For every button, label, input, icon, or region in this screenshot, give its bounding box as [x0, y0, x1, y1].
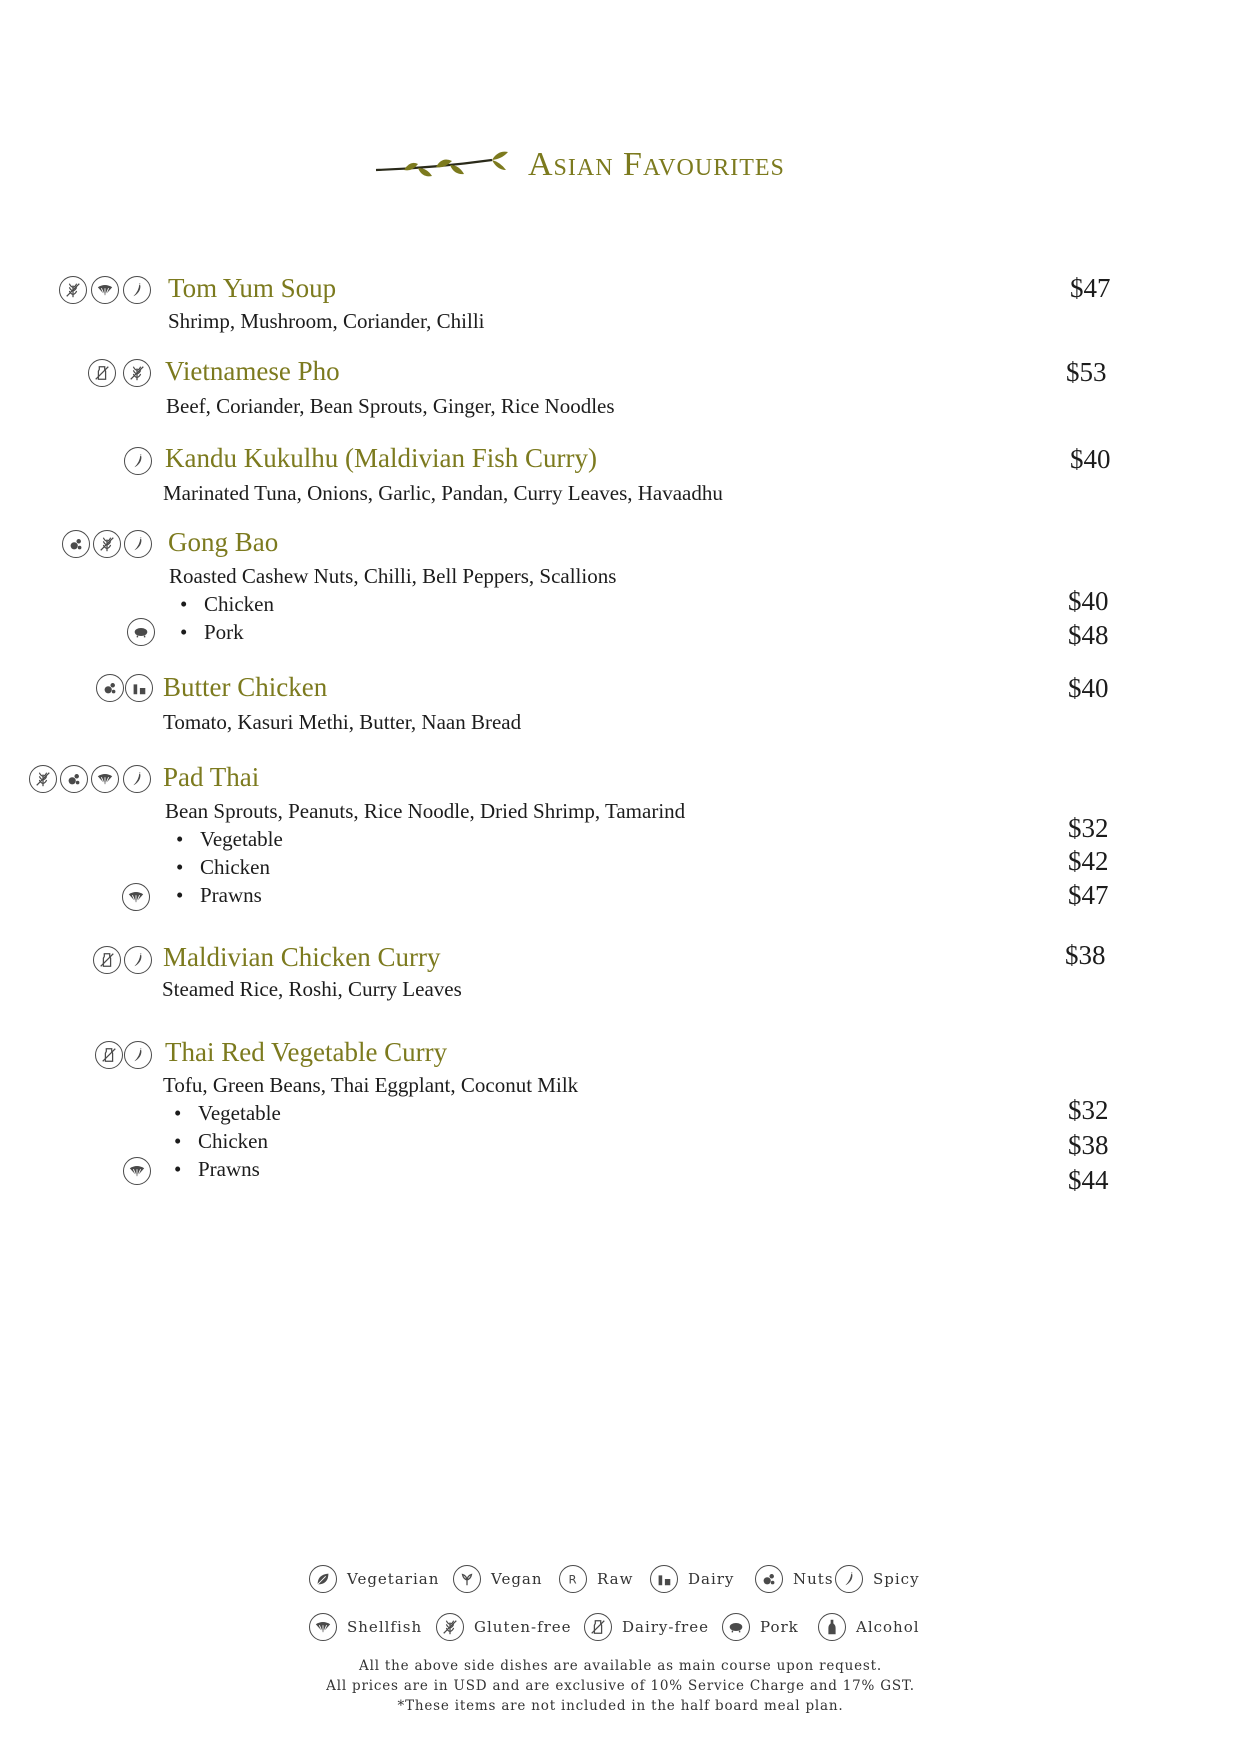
- option-price: $48: [1068, 620, 1109, 650]
- dish-name: Tom Yum Soup: [168, 273, 337, 303]
- gluten-free-icon: [29, 765, 57, 793]
- legend-dairy-free: [584, 1613, 709, 1641]
- shellfish-icon: [309, 1613, 337, 1641]
- legend-alcohol: [818, 1613, 920, 1641]
- dish-name: Butter Chicken: [163, 672, 328, 702]
- dish-description: Tomato, Kasuri Methi, Butter, Naan Bread: [163, 710, 522, 734]
- legend-nuts: [755, 1565, 834, 1593]
- legend-label: Dairy-free: [622, 1618, 709, 1636]
- legend-raw: [559, 1565, 633, 1593]
- pork-icon: [127, 618, 155, 646]
- legend-label: Vegan: [491, 1570, 543, 1588]
- dish-price: $38: [1065, 940, 1106, 970]
- option-label: • Chicken: [198, 1129, 268, 1154]
- gluten-free-icon: [436, 1613, 464, 1641]
- legend-label: Alcohol: [856, 1618, 920, 1636]
- legend-pork: [722, 1613, 799, 1641]
- dish-name: Kandu Kukulhu (Maldivian Fish Curry): [165, 443, 597, 473]
- legend-spicy: [835, 1565, 920, 1593]
- spicy-icon: [835, 1565, 863, 1593]
- section-header: [0, 142, 1241, 190]
- dish-description: Bean Sprouts, Peanuts, Rice Noodle, Dried Shrimp, Tamarind: [165, 799, 686, 823]
- shellfish-icon: [123, 1157, 151, 1185]
- legend-label: Nuts: [793, 1570, 834, 1588]
- legend-label: Raw: [597, 1570, 634, 1588]
- dish-description: Shrimp, Mushroom, Coriander, Chilli: [168, 309, 485, 333]
- footer-notes: [0, 1656, 1241, 1716]
- legend-gluten-free: [436, 1613, 572, 1641]
- footer-line: All the above side dishes are available as main course upon request.: [359, 1658, 882, 1674]
- spicy-icon: [124, 946, 152, 974]
- vegan-icon: [453, 1565, 481, 1593]
- dairy-icon: [650, 1565, 678, 1593]
- dish-name: Pad Thai: [163, 762, 260, 792]
- option-price: $32: [1068, 1095, 1109, 1125]
- shellfish-icon: [91, 276, 119, 304]
- dish-name: Vietnamese Pho: [165, 356, 340, 386]
- legend-vegetarian: [309, 1565, 439, 1593]
- legend-label: Pork: [760, 1618, 799, 1636]
- dairy-free-icon: [88, 359, 116, 387]
- option-price: $38: [1068, 1130, 1109, 1160]
- dish-name: Gong Bao: [168, 527, 279, 557]
- dish-price: $47: [1070, 273, 1111, 303]
- gluten-free-icon: [123, 359, 151, 387]
- legend-dairy: [650, 1565, 734, 1593]
- legend-label: Shellfish: [347, 1618, 423, 1636]
- dish-price: $40: [1070, 444, 1111, 474]
- dish-price: $53: [1066, 357, 1107, 387]
- vegetarian-icon: [309, 1565, 337, 1593]
- option-label: • Prawns: [200, 883, 262, 908]
- spicy-icon: [123, 765, 151, 793]
- gluten-free-icon: [93, 530, 121, 558]
- leaf-sprig-icon: [374, 146, 524, 186]
- dish-description: Beef, Coriander, Bean Sprouts, Ginger, Rice Noodles: [166, 394, 615, 418]
- dish-description: Steamed Rice, Roshi, Curry Leaves: [162, 977, 462, 1001]
- option-price: $47: [1068, 880, 1109, 910]
- dish-name: Thai Red Vegetable Curry: [165, 1037, 448, 1067]
- option-price: $44: [1068, 1165, 1109, 1195]
- dairy-free-icon: [93, 946, 121, 974]
- spicy-icon: [124, 530, 152, 558]
- legend-shellfish: [309, 1613, 422, 1641]
- option-price: $32: [1068, 813, 1109, 843]
- nuts-icon: [62, 530, 90, 558]
- legend-label: Dairy: [688, 1570, 735, 1588]
- shellfish-icon: [122, 883, 150, 911]
- footer-line: All prices are in USD and are exclusive of 10% Service Charge and 17% GST.: [326, 1678, 915, 1694]
- option-label: • Vegetable: [200, 827, 283, 852]
- legend-label: Gluten-free: [474, 1618, 572, 1636]
- legend-label: Spicy: [873, 1570, 920, 1588]
- dairy-icon: [125, 674, 153, 702]
- footer-line: *These items are not included in the half board meal plan.: [397, 1698, 844, 1714]
- option-label: • Chicken: [200, 855, 270, 880]
- nuts-icon: [755, 1565, 783, 1593]
- alcohol-icon: [818, 1613, 846, 1641]
- option-label: • Pork: [204, 620, 244, 645]
- legend-vegan: [453, 1565, 543, 1593]
- spicy-icon: [124, 447, 152, 475]
- shellfish-icon: [91, 765, 119, 793]
- nuts-icon: [96, 674, 124, 702]
- option-label: • Prawns: [198, 1157, 260, 1182]
- option-label: • Chicken: [204, 592, 274, 617]
- page-title: Asian Favourites: [528, 146, 785, 183]
- dish-description: Tofu, Green Beans, Thai Eggplant, Coconut Milk: [163, 1073, 579, 1097]
- option-price: $42: [1068, 846, 1109, 876]
- dish-description: Roasted Cashew Nuts, Chilli, Bell Peppers, Scallions: [169, 564, 617, 588]
- dairy-free-icon: [95, 1041, 123, 1069]
- dish-price: $40: [1068, 673, 1109, 703]
- option-label: • Vegetable: [198, 1101, 281, 1126]
- option-price: $40: [1068, 586, 1109, 616]
- raw-icon: [559, 1565, 587, 1593]
- nuts-icon: [60, 765, 88, 793]
- dish-name: Maldivian Chicken Curry: [163, 942, 441, 972]
- gluten-free-icon: [59, 276, 87, 304]
- dish-description: Marinated Tuna, Onions, Garlic, Pandan, Curry Leaves, Havaadhu: [163, 481, 723, 505]
- dairy-free-icon: [584, 1613, 612, 1641]
- legend-label: Vegetarian: [347, 1570, 440, 1588]
- spicy-icon: [123, 276, 151, 304]
- pork-icon: [722, 1613, 750, 1641]
- spicy-icon: [124, 1041, 152, 1069]
